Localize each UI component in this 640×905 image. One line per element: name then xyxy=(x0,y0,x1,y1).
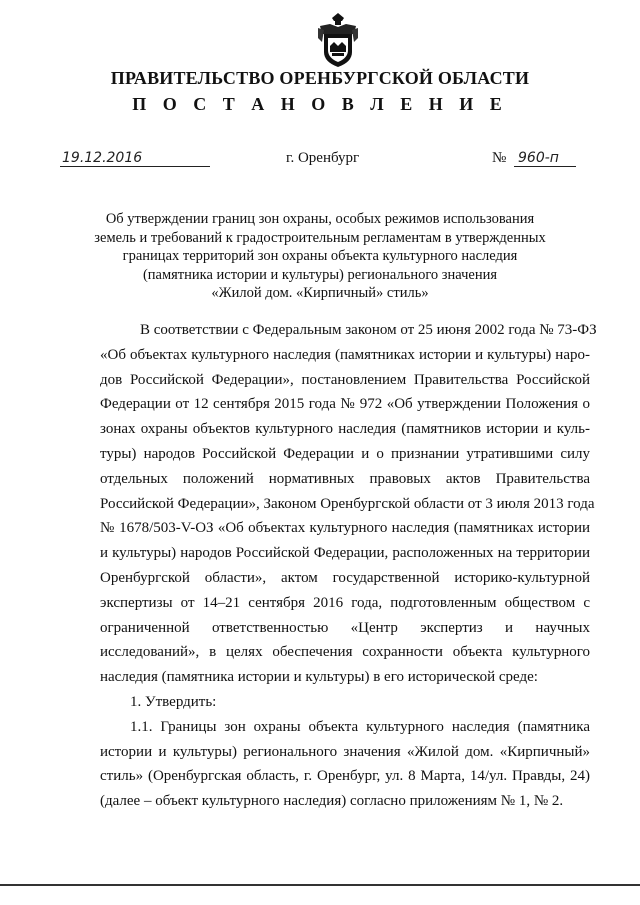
body-line: ограниченной ответственностью «Центр экспертиз и научных xyxy=(100,619,590,636)
clause-line: 1.1. Границы зон охраны объекта культурного наследия (памятника xyxy=(130,718,590,735)
body-line: и культуры) народов Российской Федерации, расположенных на территории xyxy=(100,545,590,562)
subject-line: земель и требований к градостроительным регламентам в утвержденных xyxy=(94,229,546,246)
document-type: П О С Т А Н О В Л Е Н И Е xyxy=(132,94,508,114)
document-city: г. Оренбург xyxy=(286,150,360,166)
body-line: туры) народов Российской Федерации и о признании утратившими силу xyxy=(100,445,590,462)
document-number: 960-п xyxy=(514,150,576,167)
subject-line: границах территорий зон охраны объекта культурного наследия xyxy=(122,248,518,264)
body-line: дов Российской Федерации», постановлением Правительства Российской xyxy=(100,371,590,388)
document-meta xyxy=(0,150,640,174)
subject-line: Об утверждении границ зон охраны, особых режимов использования xyxy=(105,211,535,227)
subject-line: «Жилой дом. «Кирпичный» стиль» xyxy=(211,285,429,301)
body-line: отдельных положений нормативных правовых актов Правительства xyxy=(100,470,590,487)
body-line: В соответствии с Федеральным законом от 25 июня 2002 года № 73-ФЗ xyxy=(140,322,597,338)
coat-of-arms-icon xyxy=(316,12,360,68)
clause-line: стиль» (Оренбургская область, г. Оренбург, ул. 8 Марта, 14/ул. Правды, 24) xyxy=(100,768,590,785)
body-line: № 1678/503-V-ОЗ «Об объектах культурного наследия (памятниках истории xyxy=(100,520,590,537)
body-line: «Об объектах культурного наследия (памятниках истории и культуры) наро- xyxy=(100,346,590,363)
clause-line: истории и культуры) регионального значения «Жилой дом. «Кирпичный» xyxy=(100,743,590,760)
body-line: наследия (памятника истории и культуры) в его исторической среде: xyxy=(100,669,538,686)
body-line: зонах охраны объектов культурного наследия (памятников истории и куль- xyxy=(100,421,590,438)
document-number-label: № xyxy=(492,150,507,166)
document-date: 19.12.2016 xyxy=(60,150,210,167)
clause-heading: 1. Утвердить: xyxy=(130,693,217,710)
body-line: Федерации от 12 сентября 2015 года № 972 «Об утверждении Положения о xyxy=(100,396,590,413)
clause-line: (далее – объект культурного наследия) согласно приложениям № 1, № 2. xyxy=(100,793,564,810)
page-bottom-rule xyxy=(0,884,640,886)
body-line: Российской Федерации», Законом Оренбургской области от 3 июля 2013 года xyxy=(100,495,595,512)
government-title: ПРАВИТЕЛЬСТВО ОРЕНБУРГСКОЙ ОБЛАСТИ xyxy=(110,68,530,88)
subject-line: (памятника истории и культуры) регионального значения xyxy=(142,266,498,283)
document-subject xyxy=(80,210,560,303)
body-line: исследований», в целях обеспечения сохранности объекта культурного xyxy=(100,644,590,661)
document-body xyxy=(100,318,597,814)
body-line: Оренбургской области», актом государственной историко-культурной xyxy=(100,569,590,586)
body-line: экспертизы от 14–21 сентября 2016 года, подготовленным обществом с xyxy=(100,594,590,611)
